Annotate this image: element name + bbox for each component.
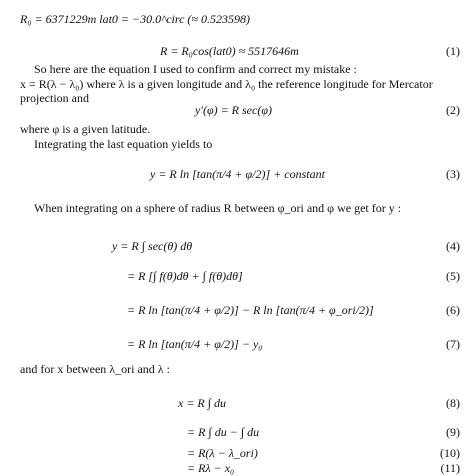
equation-7: = R ln [tan(π/4 + φ/2)] − y₀ (127, 337, 263, 351)
equation-6: = R ln [tan(π/4 + φ/2)] − R ln [tan(π/4 + φ_ori/2)] (127, 303, 374, 317)
equation-number-6: (6) (446, 303, 460, 317)
equation-number-4: (4) (446, 239, 460, 253)
equation-number-1: (1) (446, 44, 460, 58)
equation-number-11: (11) (440, 461, 460, 475)
equation-5: = R [∫ f(θ)dθ + ∫ f(θ)dθ] (127, 269, 243, 283)
text-line-integrating: Integrating the last equation yields to (34, 137, 213, 151)
equation-number-5: (5) (446, 269, 460, 283)
equation-1: R = R₀cos(lat0) ≈ 5517646m (160, 44, 299, 58)
text-line-projection: projection and (20, 91, 89, 105)
equation-11: = Rλ − x₀ (187, 461, 235, 475)
text-line-sphere: When integrating on a sphere of radius R between φ_ori and φ we get for y : (34, 201, 402, 215)
equation-number-3: (3) (446, 167, 460, 181)
equation-4: y = R ∫ sec(θ) dθ (112, 239, 193, 253)
equation-10: = R(λ − λ_ori) (187, 446, 258, 460)
equation-3: y = R ln [tan(π/4 + φ/2)] + constant (150, 167, 325, 181)
text-line-x-between: and for x between λ_ori and λ : (20, 362, 170, 376)
equation-2: y′(φ) = R sec(φ) (195, 103, 272, 117)
text-line-intro: So here are the equation I used to confirm and correct my mistake : (34, 62, 357, 76)
text-line-latitude: where φ is a given latitude. (20, 122, 151, 136)
equation-number-7: (7) (446, 337, 460, 351)
equation-number-9: (9) (446, 425, 460, 439)
equation-8: x = R ∫ du (178, 396, 227, 410)
equation-number-10: (10) (440, 446, 460, 460)
equation-number-2: (2) (446, 103, 460, 117)
equation-9: = R ∫ du − ∫ du (187, 425, 260, 439)
text-line-constants: R₀ = 6371229m lat0 = −30.0^circ (≈ 0.523598) (20, 12, 250, 26)
equation-number-8: (8) (446, 396, 460, 410)
text-line-x-def: x = R(λ − λ₀) where λ is a given longitude and λ₀ the reference longitude for Mercator (20, 77, 433, 91)
